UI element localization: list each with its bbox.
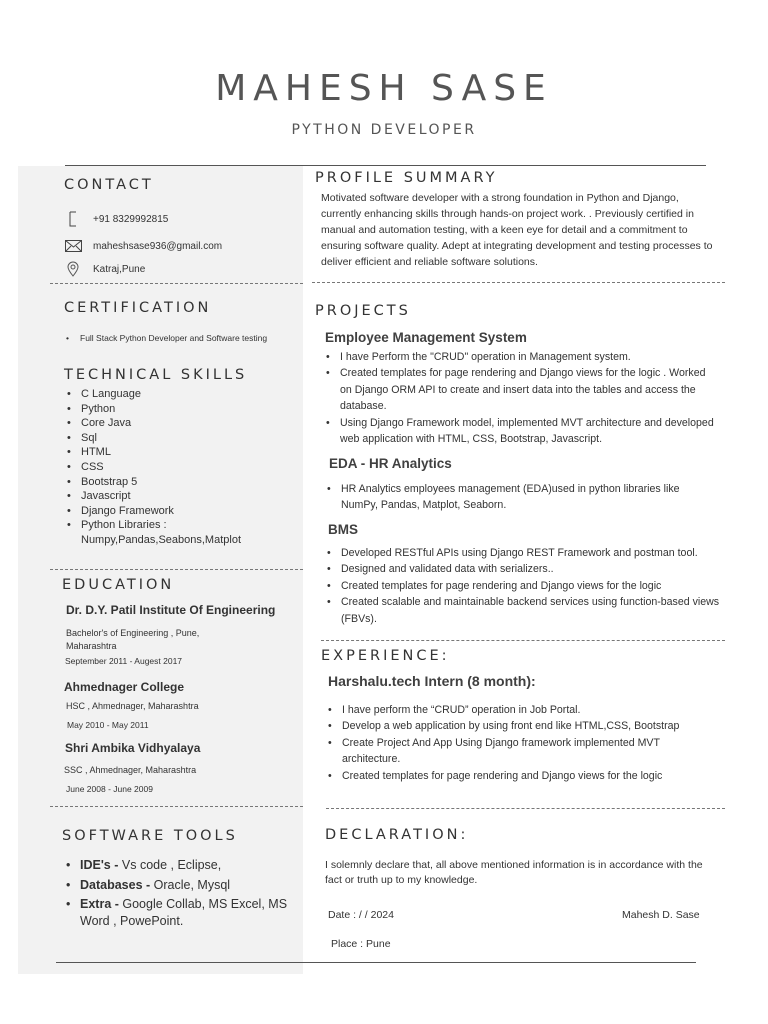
experience-bullets xyxy=(328,702,720,784)
education-degree: SSC , Ahmednager, Maharashtra xyxy=(64,765,197,775)
education-institution: Ahmednager College xyxy=(64,680,185,694)
contact-heading: CONTACT xyxy=(64,177,154,193)
tool-value: Google Collab, MS Excel, MS Word , PowePoint. xyxy=(80,897,288,928)
map-pin-icon xyxy=(64,261,82,277)
project-title: Employee Management System xyxy=(325,330,527,345)
contact-phone: +91 8329992815 xyxy=(93,213,169,225)
list-item: • Using Django Framework model, implemented MVT architecture and developed web application with HTML, CSS, Bootstrap, Javascript. xyxy=(326,415,718,448)
tool-label: Extra - xyxy=(80,897,119,911)
education-degree: HSC , Ahmednager, Maharashtra xyxy=(66,701,199,711)
list-item: • Core Java xyxy=(67,416,297,431)
envelope-icon xyxy=(64,238,82,254)
contact-phone-row xyxy=(64,211,168,227)
section-divider xyxy=(50,806,303,807)
skills-heading: TECHNICAL SKILLS xyxy=(64,367,248,383)
list-item: • Create Project And App Using Django framework implemented MVT architecture. xyxy=(328,735,720,768)
list-item: • Sql xyxy=(67,431,297,446)
declaration-heading: DECLARATION: xyxy=(325,827,469,843)
education-date: June 2008 - June 2009 xyxy=(66,784,153,794)
footer-divider xyxy=(56,962,696,963)
declaration-place: Place : Pune xyxy=(331,938,391,950)
list-item: • Developed RESTful APIs using Django REST Framework and postman tool. xyxy=(327,545,727,561)
list-item: • Full Stack Python Developer and Software testing xyxy=(66,332,286,344)
list-item xyxy=(66,877,291,894)
project-title: EDA - HR Analytics xyxy=(329,456,452,471)
section-divider xyxy=(312,282,725,283)
list-item: • C Language xyxy=(67,387,297,402)
education-institution: Shri Ambika Vidhyalaya xyxy=(65,741,201,755)
education-institution: Dr. D.Y. Patil Institute Of Engineering xyxy=(66,603,276,617)
education-heading: EDUCATION xyxy=(62,577,175,593)
tool-label: IDE's - xyxy=(80,858,119,872)
list-item: • Created scalable and maintainable backend services using function-based views (FBVs). xyxy=(327,594,727,627)
list-item: • I have Perform the "CRUD" operation in Management system. xyxy=(326,349,718,365)
education-degree: Bachelor's of Engineering , Pune, Maharashtra xyxy=(66,628,200,651)
list-item: • Designed and validated data with serializers.. xyxy=(327,561,727,577)
tool-value: Vs code , Eclipse, xyxy=(118,858,222,872)
list-item: • HR Analytics employees management (EDA)used in python libraries like NumPy, Pandas, Matplot, Seaborn. xyxy=(327,481,717,514)
declaration-text: I solemnly declare that, all above mentioned information is in accordance with the fact or truth up to my knowledge. xyxy=(325,859,703,886)
project-bullets xyxy=(327,481,717,514)
tool-value: Oracle, Mysql xyxy=(150,877,231,892)
phone-icon xyxy=(64,211,82,227)
section-divider xyxy=(326,808,725,809)
candidate-name: MAHESH SASE xyxy=(215,68,553,109)
project-bullets xyxy=(326,349,718,447)
section-divider xyxy=(50,283,303,284)
education-date: September 2011 - Augest 2017 xyxy=(65,656,183,666)
left-column-background xyxy=(18,166,303,974)
skills-list xyxy=(67,387,297,548)
summary-text: Motivated software developer with a strong foundation in Python and Django, currently enhancing skills through hands-on project work. . Previously certified in manual and automation testing, with a keen eye for detail and a commitment to ensuring software quality. Adept at integrating development and testing processes to deliver efficient and reliable software solutions. xyxy=(321,192,713,268)
list-item: • Created templates for page rendering and Django views for the logic xyxy=(328,768,720,784)
experience-title: Harshalu.tech Intern (8 month): xyxy=(328,673,536,689)
list-item: • Javascript xyxy=(67,489,297,504)
projects-heading: PROJECTS xyxy=(315,303,411,319)
list-item xyxy=(66,857,291,874)
certification-heading: CERTIFICATION xyxy=(64,300,212,316)
list-item xyxy=(66,896,291,929)
list-item: • I have perform the “CRUD” operation in Job Portal. xyxy=(328,702,720,718)
certification-list xyxy=(66,332,286,344)
education-date: May 2010 - May 2011 xyxy=(67,720,149,730)
tools-heading: SOFTWARE TOOLS xyxy=(62,828,238,844)
list-item: • Develop a web application by using front end like HTML,CSS, Bootstrap xyxy=(328,718,720,734)
contact-email-row xyxy=(64,238,222,254)
list-item: • Created templates for page rendering and Django views for the logic xyxy=(327,578,727,594)
tools-list xyxy=(66,857,291,932)
list-item: • Python xyxy=(67,402,297,417)
project-title: BMS xyxy=(328,522,358,537)
project-bullets xyxy=(327,545,727,627)
contact-location-row xyxy=(64,261,145,277)
list-item: • Python Libraries : Numpy,Pandas,Seabons,Matplot xyxy=(67,518,297,547)
list-item: • Django Framework xyxy=(67,504,297,519)
declaration-date: Date : / / 2024 xyxy=(328,909,394,921)
summary-heading: PROFILE SUMMARY xyxy=(315,170,498,186)
list-item: • Bootstrap 5 xyxy=(67,475,297,490)
list-item: • Created templates for page rendering and Django views for the logic . Worked on Django ORM API to create and insert data into the tables and access the database. xyxy=(326,365,718,414)
contact-email: maheshsase936@gmail.com xyxy=(93,240,223,252)
list-item: • CSS xyxy=(67,460,297,475)
experience-heading: EXPERIENCE: xyxy=(321,648,450,664)
header-divider xyxy=(65,165,706,166)
job-title: PYTHON DEVELOPER xyxy=(291,122,477,138)
section-divider xyxy=(50,569,303,570)
list-item: • HTML xyxy=(67,445,297,460)
contact-location: Katraj,Pune xyxy=(93,263,146,275)
declaration-signature: Mahesh D. Sase xyxy=(622,909,700,921)
section-divider xyxy=(321,640,725,641)
tool-label: Databases - xyxy=(80,877,151,892)
